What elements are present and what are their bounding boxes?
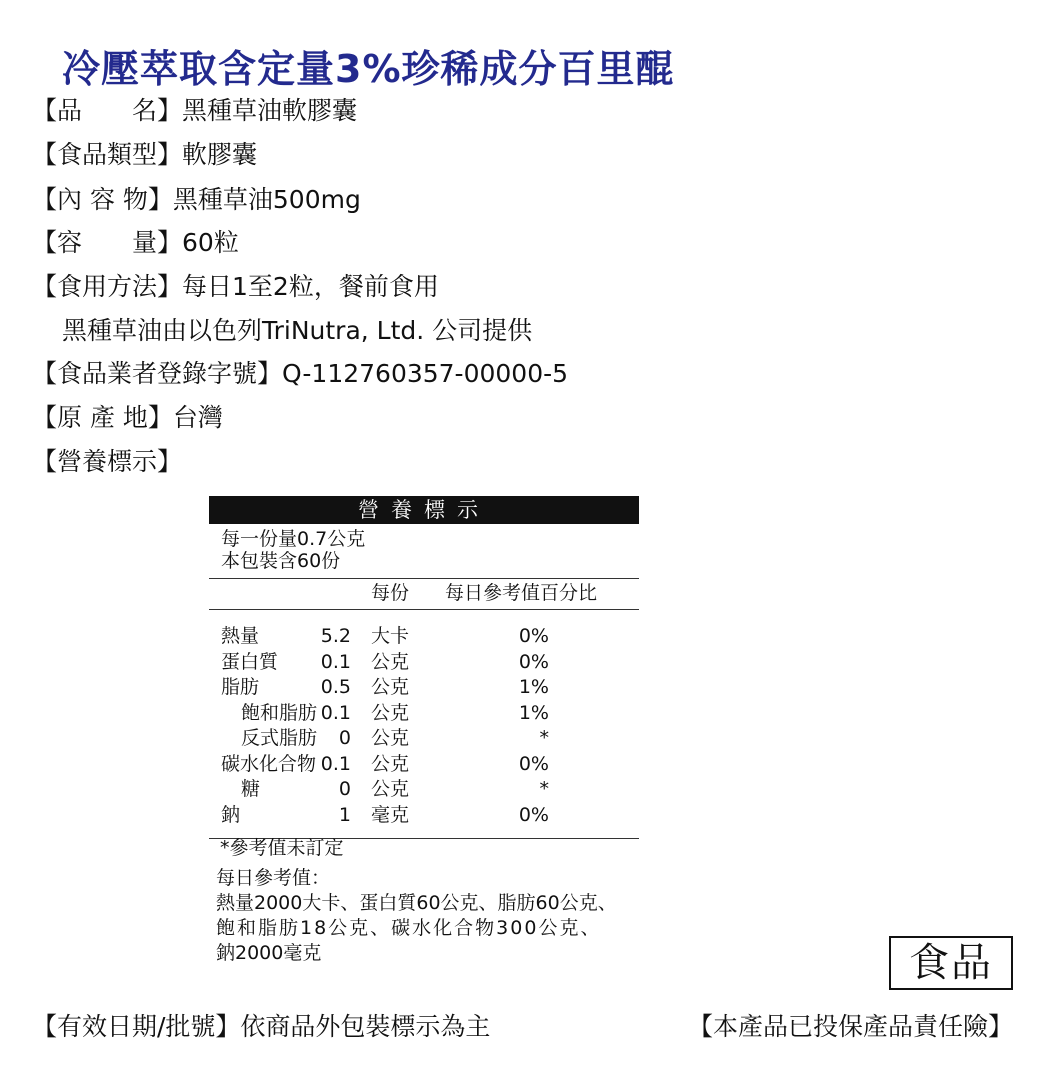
info-label: 【原 產 地】 [32, 403, 173, 432]
info-value: 台灣 [172, 403, 223, 432]
nutrient-row [209, 726, 639, 752]
nutrient-value: 5.2 [320, 625, 351, 647]
nutrient-row [209, 675, 639, 701]
info-value: 每日1至2粒，餐前食用 [182, 272, 439, 301]
info-row-quantity [32, 226, 239, 260]
daily-ref-line: 熱量2000大卡、蛋白質60公克、脂肪60公克、 [216, 892, 617, 914]
info-row-origin [32, 401, 223, 435]
info-row-usage [32, 270, 439, 304]
info-value: 黑種草油軟膠囊 [182, 96, 358, 125]
nutrient-name: 反式脂肪 [241, 727, 318, 749]
nutrient-name: 熱量 [221, 625, 260, 647]
nutrient-pct: 0% [518, 752, 549, 775]
nutrient-row [209, 777, 639, 803]
food-badge: 食品 [889, 936, 1013, 990]
nutrient-name: 飽和脂肪 [241, 701, 318, 724]
nutrient-unit: 公克 [371, 752, 410, 775]
daily-ref-title: 每日參考值： [216, 867, 331, 889]
col-daily-pct: 每日參考值百分比 [445, 582, 598, 604]
col-per-serving: 每份 [371, 582, 410, 604]
footnote: *參考值未訂定 [220, 837, 344, 859]
nutrient-unit: 公克 [371, 701, 410, 724]
nutrient-row [209, 803, 639, 829]
info-label: 【內 容 物】 [32, 185, 173, 214]
nutrient-unit: 毫克 [371, 803, 410, 826]
nutrient-name: 碳水化合物 [221, 752, 317, 775]
serving-size: 每一份量0.7公克 [221, 528, 366, 550]
nutrient-name: 糖 [241, 778, 261, 800]
nutrient-unit: 公克 [371, 650, 410, 673]
expiry-note: 【有效日期/批號】依商品外包裝標示為主 [32, 1012, 491, 1041]
nutrient-row [209, 701, 639, 727]
info-row-food-type [32, 138, 257, 172]
nutrient-name: 鈉 [221, 803, 241, 826]
nutrient-name: 脂肪 [221, 676, 260, 698]
column-header-row [209, 579, 639, 609]
nutrition-panel [209, 496, 639, 839]
nutrient-row [209, 624, 639, 650]
nutrition-panel-header: 營養標示 [209, 496, 639, 524]
nutrient-value: 0 [338, 727, 351, 749]
nutrient-row [209, 650, 639, 676]
nutrient-value: 0.5 [320, 676, 351, 698]
info-row-name [32, 94, 357, 128]
info-value: 軟膠囊 [182, 140, 258, 169]
insurance-note: 【本產品已投保產品責任險】 [688, 1012, 1014, 1041]
info-row-contents [32, 183, 361, 217]
nutrient-unit: 公克 [371, 676, 410, 698]
nutrition-section-label: 【營養標示】 [32, 447, 183, 476]
nutrient-pct: * [539, 727, 549, 749]
nutrient-pct: 1% [518, 701, 549, 724]
nutrient-pct: 0% [518, 625, 549, 647]
info-label: 【品 名】 [32, 96, 183, 125]
daily-ref-line: 鈉2000毫克 [216, 942, 322, 964]
nutrient-unit: 大卡 [371, 625, 410, 647]
page-title: 冷壓萃取含定量3%珍稀成分百里醌 [62, 47, 675, 91]
nutrient-value: 0.1 [320, 752, 351, 775]
nutrient-value: 1 [338, 803, 351, 826]
info-label: 【食用方法】 [32, 272, 183, 301]
info-label: 【容 量】 [32, 228, 183, 257]
info-value: 黑種草油500mg [172, 185, 361, 214]
nutrient-unit: 公克 [371, 727, 410, 749]
nutrient-pct: * [539, 778, 549, 800]
info-label: 【食品類型】 [32, 140, 183, 169]
nutrient-value: 0.1 [320, 650, 351, 673]
info-value: 60粒 [182, 228, 239, 257]
nutrient-pct: 0% [518, 803, 549, 826]
info-value: Q-112760357-00000-5 [282, 359, 569, 388]
nutrient-row [209, 752, 639, 778]
nutrient-unit: 公克 [371, 778, 410, 800]
nutrient-pct: 0% [518, 650, 549, 673]
servings-per-pack: 本包裝含60份 [221, 550, 341, 572]
nutrient-value: 0.1 [320, 701, 351, 724]
supplier-note: 黑種草油由以色列TriNutra, Ltd. 公司提供 [62, 316, 533, 345]
nutrient-pct: 1% [518, 676, 549, 698]
nutrient-name: 蛋白質 [221, 650, 279, 673]
daily-ref-line: 飽和脂肪18公克、碳水化合物300公克、 [216, 917, 602, 939]
info-row-business-reg [32, 357, 568, 391]
info-label: 【食品業者登錄字號】 [32, 359, 283, 388]
nutrient-value: 0 [338, 778, 351, 800]
